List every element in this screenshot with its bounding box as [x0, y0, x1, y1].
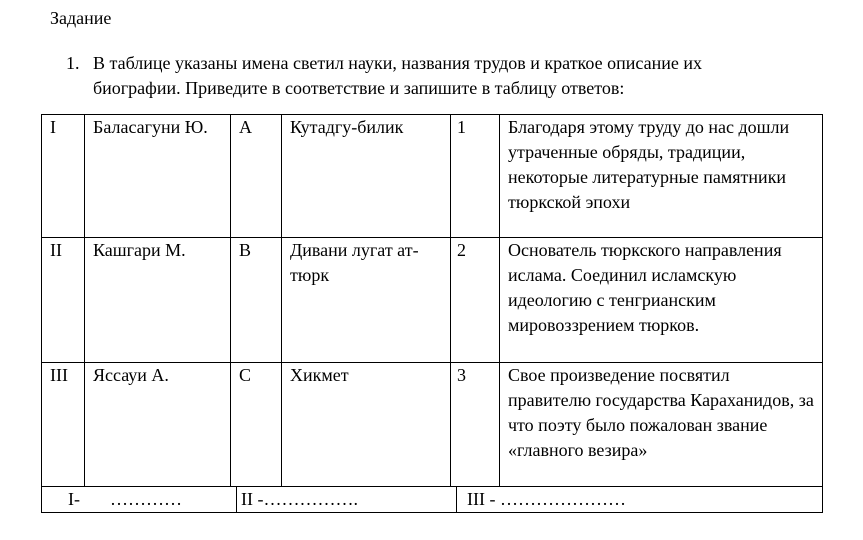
digit-cell: 2	[451, 238, 500, 363]
description-cell: Свое произведение посвятил правителю государства Караханидов, за что поэту было пожалован звание «главного везира»	[500, 363, 823, 487]
description-cell: Благодаря этому труду до нас дошли утраченные обряды, традиции, некоторые литературные памятники тюркской эпохи	[500, 115, 823, 238]
digit-cell: 3	[451, 363, 500, 487]
letter-cell: A	[231, 115, 282, 238]
roman-numeral-cell: II	[42, 238, 85, 363]
answer-blank-1: …………	[110, 489, 182, 509]
answer-blank-2: II -…………….	[241, 489, 358, 509]
scientist-name-cell: Кашгари М.	[85, 238, 231, 363]
answer-table	[41, 486, 823, 513]
matching-table	[41, 114, 823, 487]
work-title-cell: Хикмет	[282, 363, 451, 487]
digit-cell: 1	[451, 115, 500, 238]
answer-cell-3[interactable]	[457, 487, 823, 513]
description-cell: Основатель тюркского направления ислама. Соединил исламскую идеологию с тенгрианским мировоззрением тюрков.	[500, 238, 823, 363]
table-row	[42, 238, 823, 363]
answer-cell-2[interactable]	[237, 487, 457, 513]
answer-blank-3: III - …………………	[467, 489, 626, 509]
task-number: 1.	[66, 53, 80, 73]
work-title-cell: Кутадгу-билик	[282, 115, 451, 238]
section-heading: Задание	[50, 8, 112, 28]
table-row	[42, 363, 823, 487]
letter-cell: B	[231, 238, 282, 363]
answer-row	[42, 487, 823, 513]
task-instructions: В таблице указаны имена светил науки, названия трудов и краткое описание их биографии. Приведите в соответствие и запишите в таблицу ответов:	[93, 53, 702, 98]
task-item	[66, 51, 806, 101]
answer-label-1: I-	[68, 489, 80, 509]
roman-numeral-cell: I	[42, 115, 85, 238]
letter-cell: C	[231, 363, 282, 487]
answer-cell-1[interactable]	[42, 487, 237, 513]
scientist-name-cell: Яссауи А.	[85, 363, 231, 487]
work-title-cell: Дивани лугат ат-тюрк	[282, 238, 451, 363]
table-row	[42, 115, 823, 238]
roman-numeral-cell: III	[42, 363, 85, 487]
scientist-name-cell: Баласагуни Ю.	[85, 115, 231, 238]
